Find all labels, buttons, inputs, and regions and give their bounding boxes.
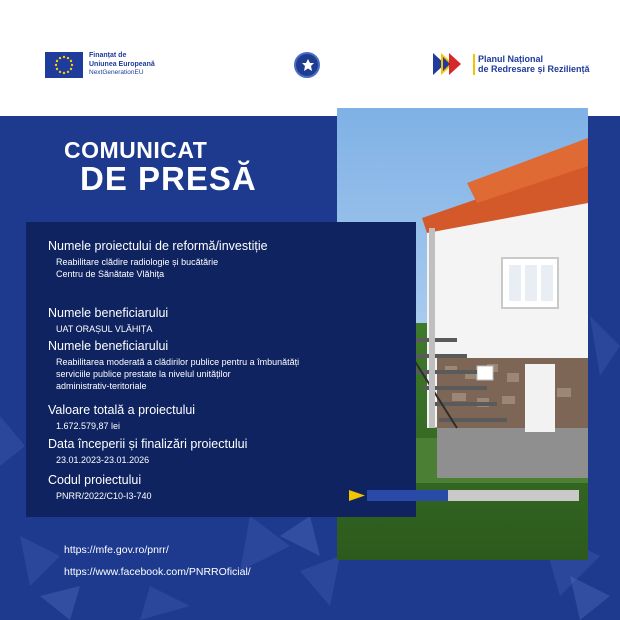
project-name-line2: Centru de Sănătate Vlăhița	[56, 269, 165, 279]
project-name-line1: Reabilitare clădire radiologie și bucătărie	[56, 257, 219, 267]
government-crest-icon	[294, 52, 320, 78]
dates-heading: Data începerii și finalizări proiectului	[48, 437, 248, 451]
progress-arrow-icon	[349, 490, 369, 501]
pnrr-text-line1: Planul Național	[478, 53, 544, 64]
objective-value	[48, 356, 299, 392]
objective-section	[48, 339, 299, 392]
pnrr-text-line2: de Redresare și Reziliență	[478, 64, 590, 74]
project-code-heading: Codul proiectului	[48, 473, 142, 487]
objective-heading: Numele beneficiarului	[48, 339, 169, 353]
progress-bar	[349, 490, 579, 501]
dates-value: 23.01.2023-23.01.2026	[56, 455, 150, 465]
page-title-line1: COMUNICAT	[64, 137, 208, 163]
objective-line1: Reabilitarea moderată a clădirilor publice pentru a îmbunătăți	[56, 357, 300, 367]
eu-funding-text	[89, 52, 155, 78]
beneficiary-section	[48, 306, 168, 335]
dates-section	[48, 437, 247, 466]
eu-text-line1: Finanțat de	[89, 52, 127, 59]
project-name-heading: Numele proiectului de reformă/investiție	[48, 239, 268, 253]
total-value-heading: Valoare totală a proiectului	[48, 403, 196, 417]
eu-funding-logo	[45, 52, 155, 78]
project-code-value: PNRR/2022/C10-I3-740	[56, 491, 152, 501]
beneficiary-value: UAT ORAȘUL VLĂHIȚA	[56, 324, 153, 334]
pnrr-mark-icon	[433, 53, 467, 75]
eu-flag-icon	[45, 52, 83, 78]
total-value-section	[48, 403, 195, 432]
header-bar	[0, 0, 620, 116]
objective-line2: serviciile publice prestate la nivelul unităților	[56, 369, 231, 379]
pnrr-text	[473, 54, 590, 75]
project-code-section	[48, 473, 152, 502]
pnrr-logo	[433, 53, 590, 75]
page-title-line2: DE PRESĂ	[80, 160, 257, 197]
progress-bar-empty	[448, 490, 579, 501]
facebook-link[interactable]: https://www.facebook.com/PNRROficial/	[64, 566, 251, 578]
project-name-value	[48, 256, 268, 280]
project-name-section	[48, 239, 268, 280]
objective-line3: administrativ-teritoriale	[56, 381, 147, 391]
progress-bar-filled	[367, 490, 448, 501]
eu-text-line3: NextGenerationEU	[89, 69, 144, 76]
total-value-amount: 1.672.579,87 lei	[56, 421, 121, 431]
mfe-link[interactable]: https://mfe.gov.ro/pnrr/	[64, 544, 169, 556]
eu-text-line2: Uniunea Europeană	[89, 60, 155, 68]
beneficiary-heading: Numele beneficiarului	[48, 306, 169, 320]
